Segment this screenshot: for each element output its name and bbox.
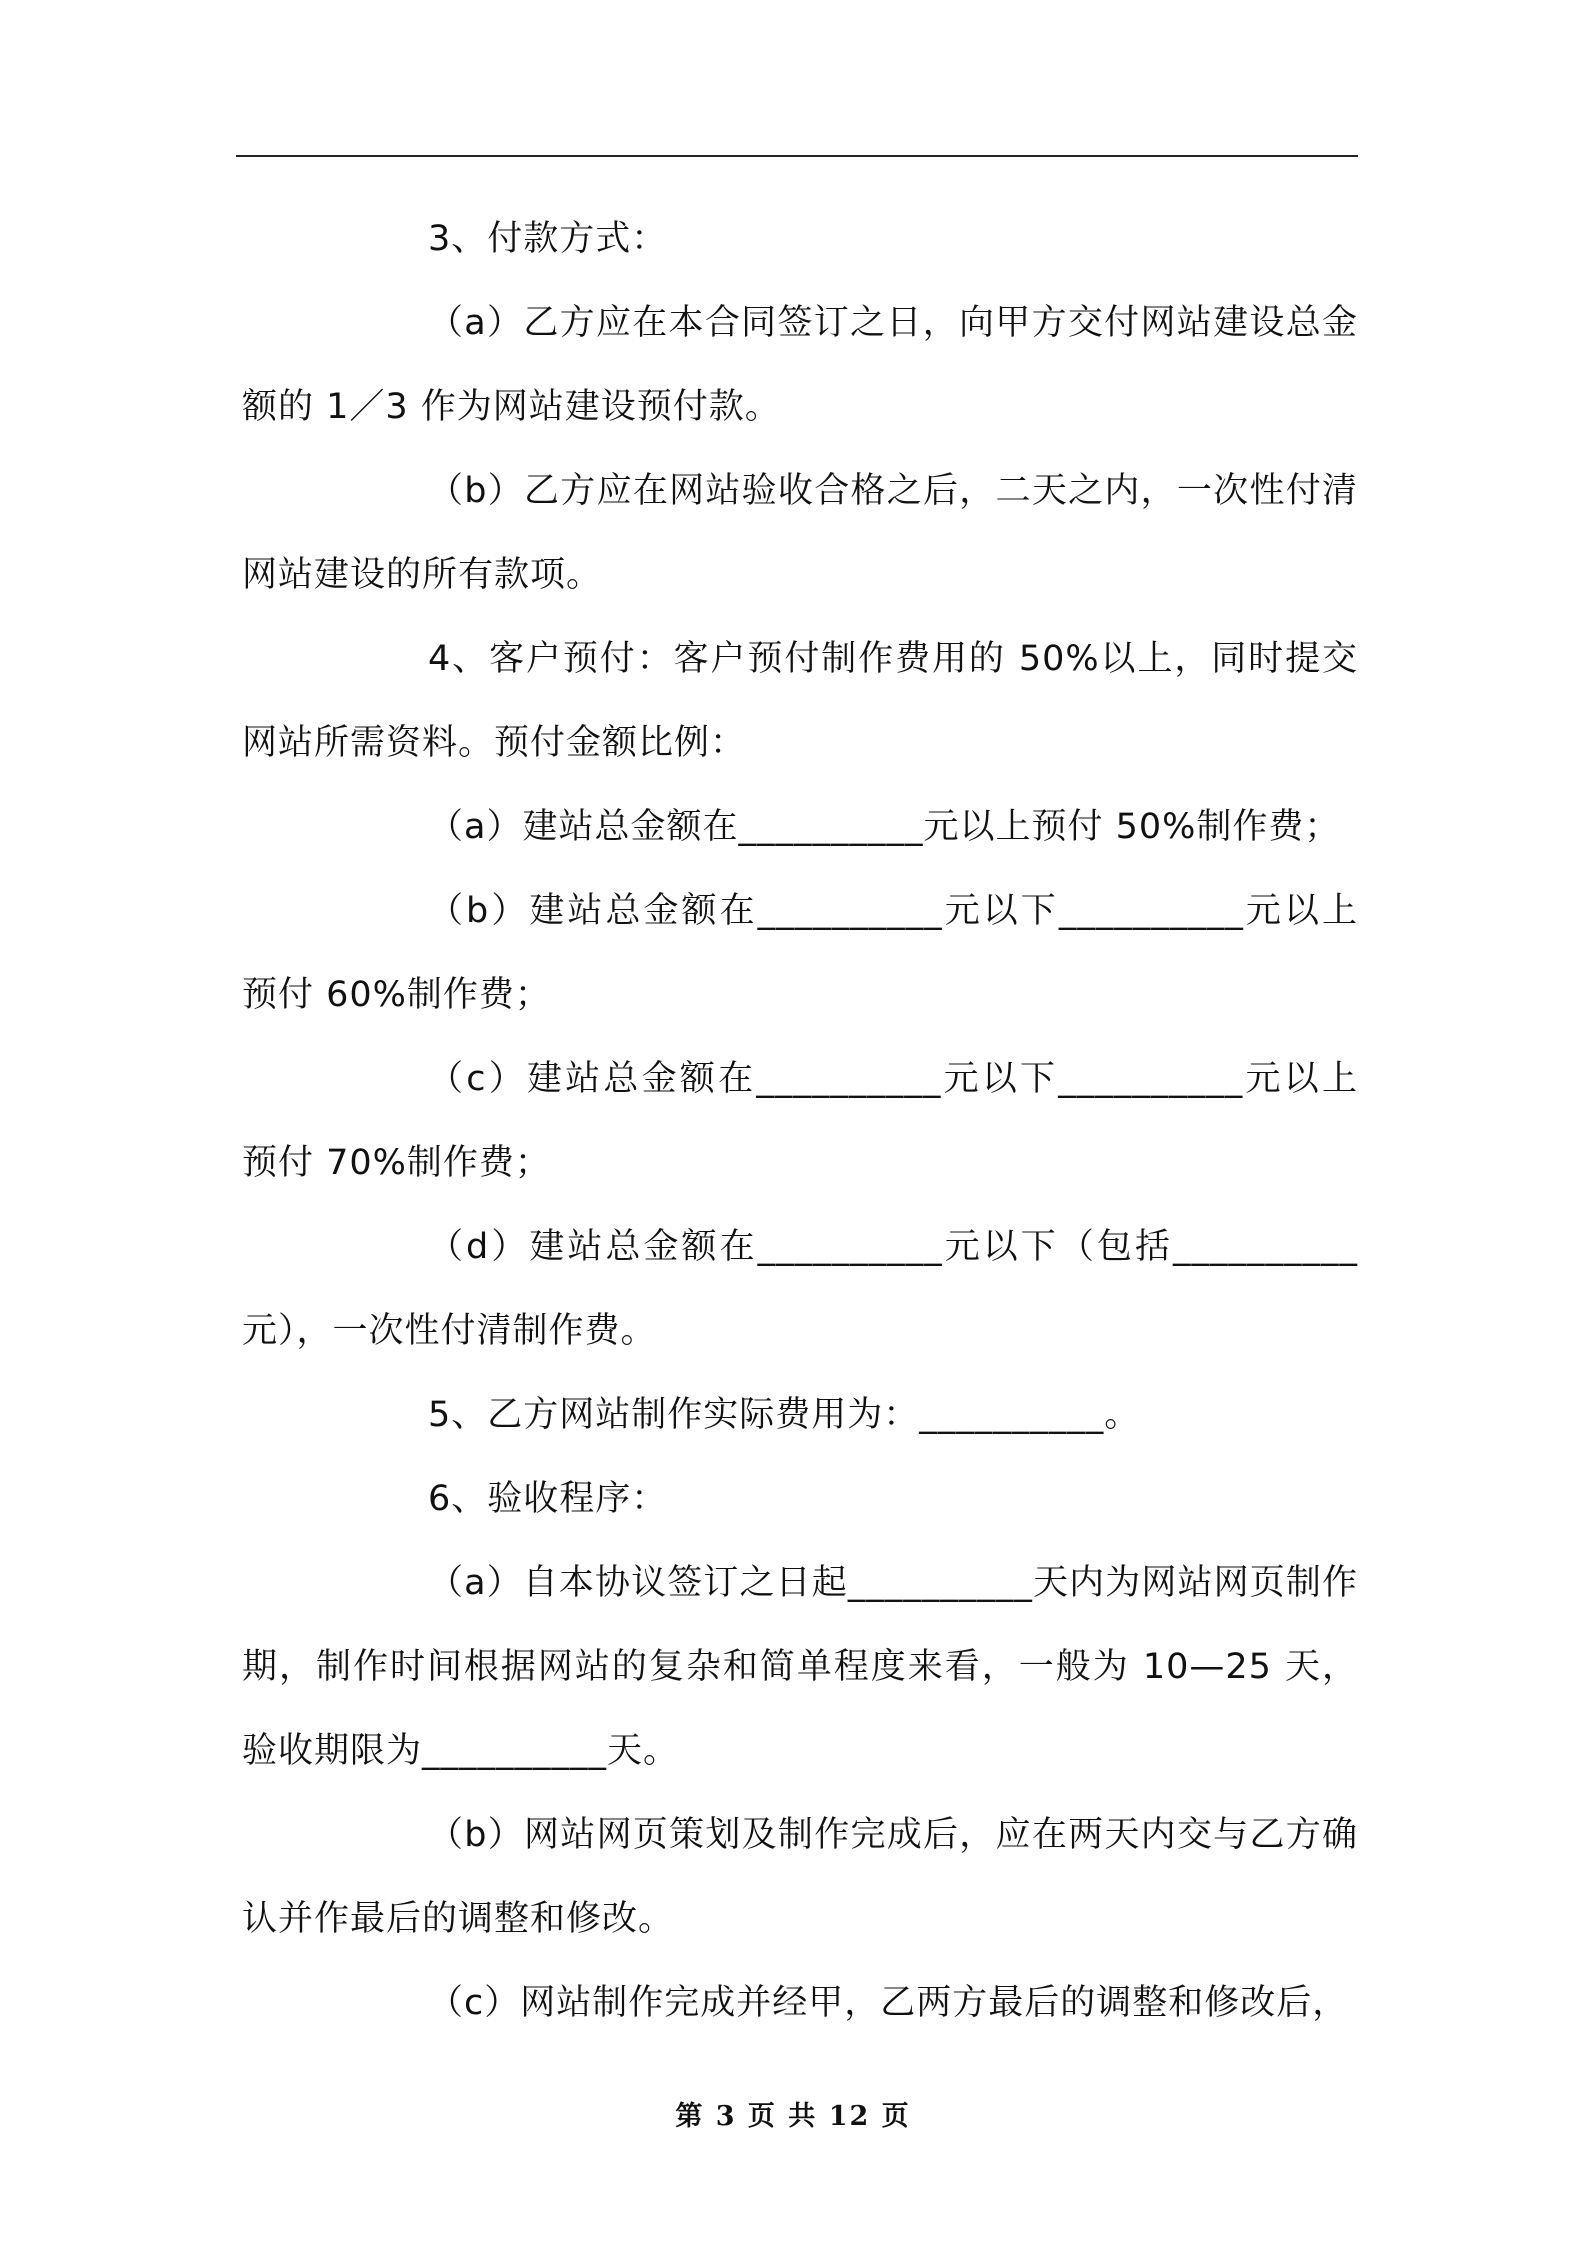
- clause-4d: （d）建站总金额在__________元以下（包括__________元），一次性付清制作费。: [242, 1227, 1358, 1351]
- clause-6a: （a）自本协议签订之日起__________天内为网站网页制作期，制作时间根据网站的复杂和简单程度来看，一般为 10—25 天，验收期限为__________天。: [242, 1563, 1358, 1771]
- document-body: [242, 197, 1358, 2045]
- clause-6c: （c）网站制作完成并经甲，乙两方最后的调整和修改后，: [428, 1983, 1349, 2023]
- section-6-heading: 6、验收程序：: [428, 1479, 668, 1519]
- clause-4c: （c）建站总金额在__________元以下__________元以上预付 70%制作费；: [242, 1059, 1358, 1183]
- page-number: 第 3 页 共 12 页: [675, 2101, 911, 2132]
- clause-6b: （b）网站网页策划及制作完成后，应在两天内交与乙方确认并作最后的调整和修改。: [242, 1815, 1358, 1939]
- section-3-heading: 3、付款方式：: [428, 219, 668, 259]
- header-rule: [236, 155, 1358, 157]
- section-4-heading: 4、客户预付：客户预付制作费用的 50%以上，同时提交网站所需资料。预付金额比例：: [242, 639, 1358, 763]
- clause-4b: （b）建站总金额在__________元以下__________元以上预付 60%制作费；: [242, 891, 1358, 1015]
- clause-4a: （a）建站总金额在__________元以上预付 50%制作费；: [428, 807, 1341, 847]
- section-5: 5、乙方网站制作实际费用为：__________。: [428, 1395, 1141, 1435]
- clause-3b: （b）乙方应在网站验收合格之后，二天之内，一次性付清网站建设的所有款项。: [242, 471, 1358, 595]
- clause-3a: （a）乙方应在本合同签订之日，向甲方交付网站建设总金额的 1／3 作为网站建设预付款。: [242, 303, 1358, 427]
